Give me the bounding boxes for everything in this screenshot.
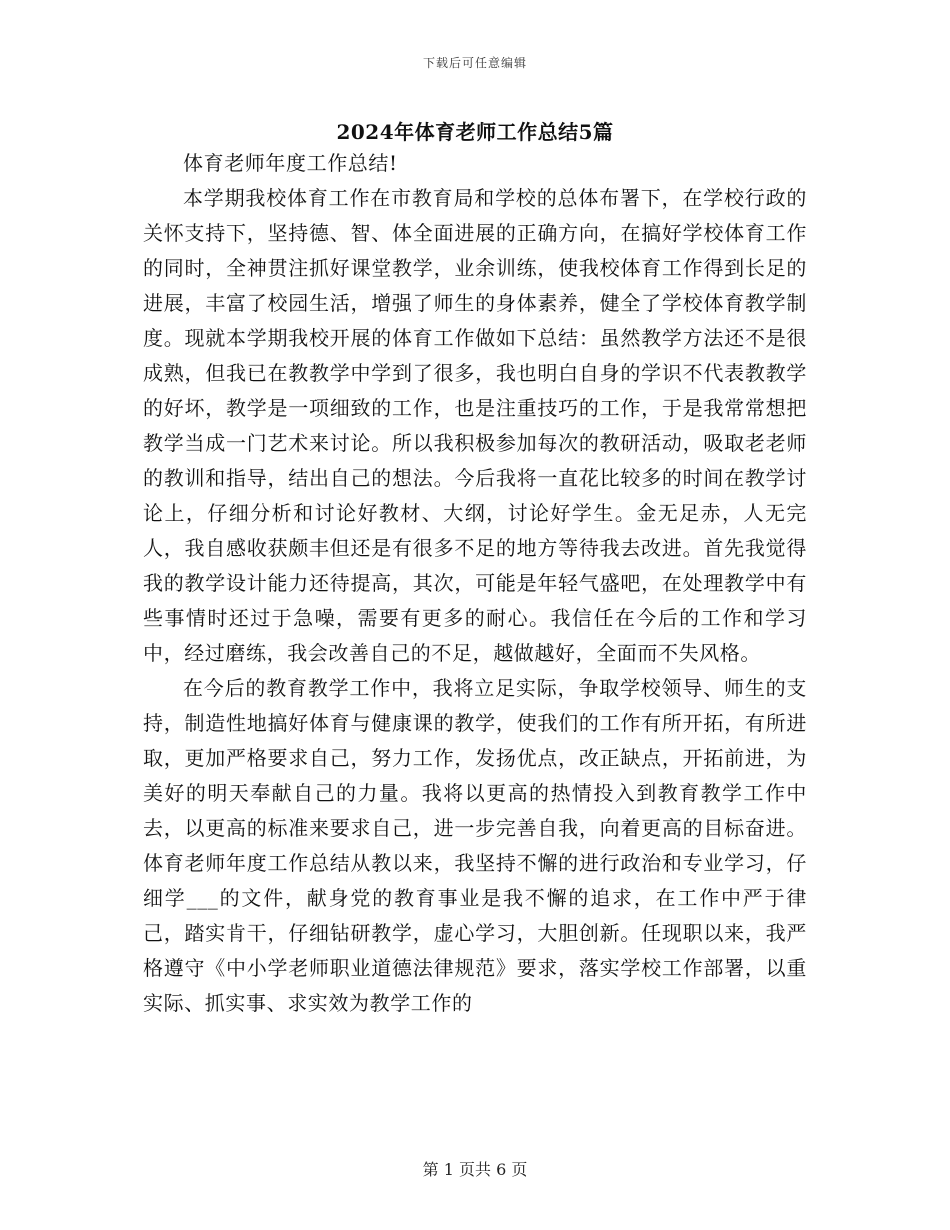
paragraph-2: 本学期我校体育工作在市教育局和学校的总体布署下，在学校行政的关怀支持下，坚持德、智、体全面进展的正确方向，在搞好学校体育工作的同时，全神贯注抓好课堂教学，业余训练，使我校体育工作得到长足的进展，丰富了校园生活，增强了师生的身体素养，健全了学校体育教学制度。现就本学期我校开展的体育工作做如下总结：虽然教学方法还不是很成熟，但我已在教教学中学到了很多，我也明白自身的学识不代表教教学的好坏，教学是一项细致的工作，也是注重技巧的工作，于是我常常想把教学当成一门艺术来讨论。所以我积极参加每次的教研活动，吸取老老师的教训和指导，结出自己的想法。今后我将一直花比较多的时间在教学讨论上，仔细分析和讨论好教材、大纲，讨论好学生。金无足赤，人无完人，我自感收获颇丰但还是有很多不足的地方等待我去改进。首先我觉得我的教学设计能力还待提高，其次，可能是年轻气盛吧，在处理教学中有些事情时还过于急噪，需要有更多的耐心。我信任在今后的工作和学习中，经过磨练，我会改善自己的不足，越做越好，全面而不失风格。: [143, 186, 807, 665]
header-note: 下载后可任意编辑: [422, 56, 527, 70]
document-body: [143, 146, 807, 1021]
paragraph-1: 体育老师年度工作总结!: [183, 151, 398, 175]
paragraph-3: 在今后的教育教学工作中，我将立足实际，争取学校领导、师生的支持，制造性地搞好体育与健康课的教学，使我们的工作有所开拓，有所进取，更加严格要求自己，努力工作，发扬优点，改正缺点，开拓前进，为美好的明天奉献自己的力量。我将以更高的热情投入到教育教学工作中去，以更高的标准来要求自己，进一步完善自我，向着更高的目标奋进。体育老师年度工作总结从教以来，我坚持不懈的进行政治和专业学习，仔细学___的文件，献身党的教育事业是我不懈的追求，在工作中严于律己，踏实肯干，仔细钻研教学，虚心学习，大胆创新。任现职以来，我严格遵守《中小学老师职业道德法律规范》要求，落实学校工作部署，以重实际、抓实事、求实效为教学工作的: [143, 676, 807, 1015]
document-title: 2024年体育老师工作总结5篇: [336, 120, 614, 144]
page-footer: 第 1 页共 6 页: [422, 1160, 528, 1179]
